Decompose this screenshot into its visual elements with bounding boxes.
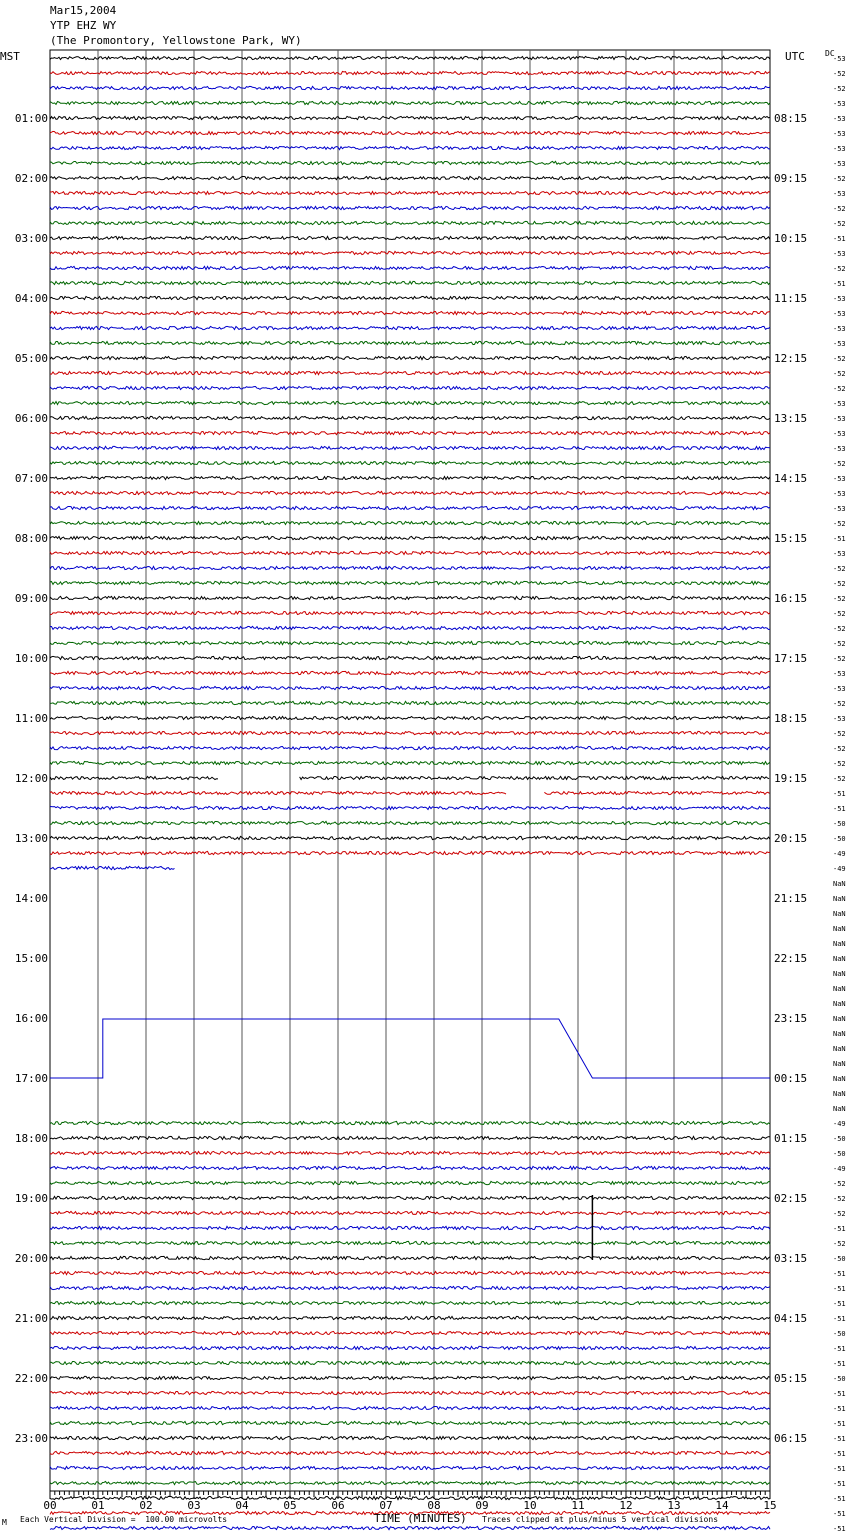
dc-offset-label: -51 xyxy=(833,1435,846,1443)
seismic-trace xyxy=(50,1301,770,1304)
seismic-trace xyxy=(50,851,770,854)
seismic-trace xyxy=(50,371,770,374)
dc-offset-label: NaN xyxy=(833,910,846,918)
seismic-trace xyxy=(50,1346,770,1349)
seismic-trace xyxy=(50,71,770,74)
dc-offset-label: -49 xyxy=(833,1165,846,1173)
dc-offset-label: -52 xyxy=(833,370,846,378)
mst-hour-label: 15:00 xyxy=(14,952,48,965)
seismic-trace xyxy=(50,746,770,749)
dc-offset-label: -53 xyxy=(833,145,846,153)
mst-hour-label: 14:00 xyxy=(14,892,48,905)
seismic-trace xyxy=(50,1436,770,1439)
dc-offset-label: -52 xyxy=(833,70,846,78)
seismic-trace xyxy=(50,1451,770,1454)
location-label: (The Promontory, Yellowstone Park, WY) xyxy=(50,34,302,47)
dc-offset-label: -53 xyxy=(833,340,846,348)
utc-hour-label: 18:15 xyxy=(774,712,808,725)
seismic-trace xyxy=(50,446,770,449)
mst-hour-label: 02:00 xyxy=(14,172,48,185)
dc-offset-label: -52 xyxy=(833,610,846,618)
dc-offset-label: -51 xyxy=(833,1450,846,1458)
dc-offset-label: NaN xyxy=(833,955,846,963)
mst-hour-label: 20:00 xyxy=(14,1252,48,1265)
dc-offset-label: -52 xyxy=(833,655,846,663)
dc-offset-label: -51 xyxy=(833,1495,846,1503)
utc-hour-label: 08:15 xyxy=(774,112,808,125)
mst-hour-label: 06:00 xyxy=(14,412,48,425)
dc-offset-label: NaN xyxy=(833,1105,846,1113)
seismic-trace xyxy=(50,476,770,479)
dc-offset-label: -52 xyxy=(833,265,846,273)
dc-offset-label: -53 xyxy=(833,445,846,453)
seismic-trace xyxy=(50,131,770,134)
dc-offset-label: -52 xyxy=(833,385,846,393)
dc-offset-label: -52 xyxy=(833,1210,846,1218)
mst-hour-label: 10:00 xyxy=(14,652,48,665)
x-tick-label: 08 xyxy=(427,1499,441,1512)
seismic-trace xyxy=(50,1136,770,1139)
utc-hour-label: 19:15 xyxy=(774,772,808,785)
seismic-trace xyxy=(50,146,770,149)
dc-offset-label: -52 xyxy=(833,760,846,768)
dc-offset-label: NaN xyxy=(833,1090,846,1098)
dc-offset-label: -51 xyxy=(833,1420,846,1428)
x-tick-label: 00 xyxy=(43,1499,57,1512)
dc-offset-label: -53 xyxy=(833,430,846,438)
dc-offset-label: -53 xyxy=(833,670,846,678)
seismic-trace xyxy=(50,1526,770,1529)
dc-offset-label: -53 xyxy=(833,160,846,168)
seismic-trace xyxy=(50,596,770,599)
dc-offset-label: -53 xyxy=(833,490,846,498)
dc-offset-label: -50 xyxy=(833,1150,846,1158)
dc-offset-label: -50 xyxy=(833,1135,846,1143)
seismic-trace xyxy=(50,521,770,524)
mst-hour-label: 23:00 xyxy=(14,1432,48,1445)
dc-offset-label: -53 xyxy=(833,325,846,333)
seismic-trace xyxy=(50,1466,770,1469)
dc-offset-label: -49 xyxy=(833,850,846,858)
x-axis-title: TIME (MINUTES) xyxy=(374,1512,467,1525)
x-tick-label: 13 xyxy=(667,1499,681,1512)
scale-note: Each Vertical Division = 100.00 microvolts xyxy=(20,1515,228,1524)
mst-hour-label: 11:00 xyxy=(14,712,48,725)
utc-hour-label: 11:15 xyxy=(774,292,808,305)
dc-offset-label: -51 xyxy=(833,1405,846,1413)
seismic-trace xyxy=(50,161,770,164)
x-tick-label: 03 xyxy=(187,1499,201,1512)
seismic-trace xyxy=(50,1196,770,1199)
dc-offset-label: -51 xyxy=(833,1510,846,1518)
mst-hour-label: 01:00 xyxy=(14,112,48,125)
seismic-trace xyxy=(50,806,770,809)
dc-offset-label: -53 xyxy=(833,310,846,318)
seismic-trace xyxy=(50,416,770,419)
dc-offset-label: -53 xyxy=(833,685,846,693)
seismic-trace xyxy=(50,641,770,644)
corner-mark: M xyxy=(2,1518,7,1527)
seismic-trace xyxy=(50,1361,770,1364)
utc-hour-label: 06:15 xyxy=(774,1432,808,1445)
dc-offset-label: -53 xyxy=(833,250,846,258)
x-tick-label: 04 xyxy=(235,1499,249,1512)
x-tick-label: 11 xyxy=(571,1499,585,1512)
dc-offset-label: -53 xyxy=(833,295,846,303)
dc-offset-label: -52 xyxy=(833,700,846,708)
seismic-trace xyxy=(50,236,770,239)
utc-hour-label: 23:15 xyxy=(774,1012,808,1025)
seismic-trace xyxy=(50,731,770,734)
dc-offset-label: -52 xyxy=(833,565,846,573)
dc-offset-label: -53 xyxy=(833,100,846,108)
seismic-trace xyxy=(50,251,770,254)
utc-hour-label: 09:15 xyxy=(774,172,808,185)
seismic-trace xyxy=(50,386,770,389)
mst-hour-label: 21:00 xyxy=(14,1312,48,1325)
seismic-trace xyxy=(50,1391,770,1394)
dc-offset-label: NaN xyxy=(833,1000,846,1008)
dc-offset-label: NaN xyxy=(833,1045,846,1053)
dc-offset-label: -52 xyxy=(833,1195,846,1203)
clip-note: Traces clipped at plus/minus 5 vertical divisions xyxy=(482,1515,719,1524)
seismic-trace xyxy=(50,491,770,494)
seismic-trace xyxy=(50,191,770,194)
dc-offset-label: NaN xyxy=(833,1030,846,1038)
seismic-trace xyxy=(50,791,506,794)
dc-offset-label: -49 xyxy=(833,1120,846,1128)
dc-offset-label: -51 xyxy=(833,1270,846,1278)
seismic-trace xyxy=(50,1166,770,1169)
seismic-trace xyxy=(50,716,770,719)
x-tick-label: 01 xyxy=(91,1499,105,1512)
seismic-trace xyxy=(50,1286,770,1289)
x-tick-label: 06 xyxy=(331,1499,345,1512)
dc-offset-label: -53 xyxy=(833,415,846,423)
seismic-trace xyxy=(50,401,770,404)
mst-hour-label: 22:00 xyxy=(14,1372,48,1385)
utc-axis-label: UTC xyxy=(785,50,805,63)
seismic-trace xyxy=(50,461,770,464)
dc-offset-label: -52 xyxy=(833,625,846,633)
station-label: YTP EHZ WY xyxy=(50,19,117,32)
mst-hour-label: 05:00 xyxy=(14,352,48,365)
seismic-trace xyxy=(50,116,770,119)
seismic-trace xyxy=(50,626,770,629)
utc-hour-label: 15:15 xyxy=(774,532,808,545)
utc-hour-label: 21:15 xyxy=(774,892,808,905)
dc-offset-label: -51 xyxy=(833,535,846,543)
dc-offset-label: -53 xyxy=(833,475,846,483)
seismic-trace xyxy=(50,836,770,839)
dc-offset-label: -51 xyxy=(833,280,846,288)
seismic-trace xyxy=(50,1406,770,1409)
seismic-trace xyxy=(50,1421,770,1424)
dc-offset-label: NaN xyxy=(833,895,846,903)
seismic-trace xyxy=(50,341,770,344)
seismic-trace xyxy=(50,1481,770,1484)
dc-offset-label: NaN xyxy=(833,1060,846,1068)
dc-offset-label: -53 xyxy=(833,190,846,198)
seismic-trace xyxy=(50,671,770,674)
dc-offset-label: -52 xyxy=(833,580,846,588)
seismic-trace xyxy=(50,1331,770,1334)
seismic-trace xyxy=(50,431,770,434)
seismic-trace xyxy=(50,777,218,780)
seismic-trace xyxy=(50,1376,770,1379)
x-tick-label: 09 xyxy=(475,1499,489,1512)
level-shift-trace xyxy=(50,1019,770,1078)
dc-offset-label: -50 xyxy=(833,820,846,828)
utc-hour-label: 01:15 xyxy=(774,1132,808,1145)
mst-axis-label: MST xyxy=(0,50,20,63)
dc-offset-label: -53 xyxy=(833,55,846,63)
seismic-trace xyxy=(50,686,770,689)
seismic-trace xyxy=(50,611,770,614)
dc-offset-label: NaN xyxy=(833,880,846,888)
utc-hour-label: 03:15 xyxy=(774,1252,808,1265)
dc-offset-label: -52 xyxy=(833,1180,846,1188)
dc-offset-label: -50 xyxy=(833,835,846,843)
dc-offset-label: -51 xyxy=(833,1300,846,1308)
utc-hour-label: 13:15 xyxy=(774,412,808,425)
utc-hour-label: 14:15 xyxy=(774,472,808,485)
mst-hour-label: 12:00 xyxy=(14,772,48,785)
dc-offset-label: -51 xyxy=(833,1345,846,1353)
utc-hour-label: 17:15 xyxy=(774,652,808,665)
dc-offset-label: -53 xyxy=(833,130,846,138)
seismic-trace xyxy=(50,1316,770,1319)
dc-offset-label: -50 xyxy=(833,1375,846,1383)
mst-hour-label: 17:00 xyxy=(14,1072,48,1085)
utc-hour-label: 12:15 xyxy=(774,352,808,365)
seismic-trace xyxy=(50,821,770,824)
seismic-trace xyxy=(50,221,770,224)
dc-label: DC xyxy=(825,49,835,58)
mst-hour-label: 08:00 xyxy=(14,532,48,545)
dc-offset-label: -53 xyxy=(833,505,846,513)
x-tick-label: 02 xyxy=(139,1499,153,1512)
dc-offset-label: -52 xyxy=(833,355,846,363)
seismic-trace xyxy=(50,1121,770,1124)
dc-offset-label: -52 xyxy=(833,1240,846,1248)
seismic-trace xyxy=(50,656,770,659)
seismic-trace xyxy=(50,296,770,299)
dc-offset-label: NaN xyxy=(833,1075,846,1083)
seismic-trace xyxy=(50,356,770,359)
utc-hour-label: 04:15 xyxy=(774,1312,808,1325)
dc-offset-label: NaN xyxy=(833,970,846,978)
dc-offset-label: -51 xyxy=(833,1525,846,1533)
dc-offset-label: -52 xyxy=(833,205,846,213)
seismic-trace xyxy=(50,551,770,554)
dc-offset-label: -51 xyxy=(833,1390,846,1398)
dc-offset-label: -52 xyxy=(833,730,846,738)
dc-offset-label: -52 xyxy=(833,775,846,783)
x-tick-label: 15 xyxy=(763,1499,777,1512)
dc-offset-label: -50 xyxy=(833,1255,846,1263)
dc-offset-label: -51 xyxy=(833,1360,846,1368)
seismic-trace xyxy=(50,281,770,284)
seismic-trace xyxy=(50,761,770,764)
dc-offset-label: NaN xyxy=(833,940,846,948)
mst-hour-label: 13:00 xyxy=(14,832,48,845)
mst-hour-label: 04:00 xyxy=(14,292,48,305)
x-tick-label: 12 xyxy=(619,1499,633,1512)
utc-hour-label: 00:15 xyxy=(774,1072,808,1085)
dc-offset-label: NaN xyxy=(833,985,846,993)
dc-offset-label: -53 xyxy=(833,715,846,723)
dc-offset-label: -51 xyxy=(833,235,846,243)
dc-offset-label: -51 xyxy=(833,805,846,813)
seismic-trace xyxy=(50,101,770,104)
dc-offset-label: -53 xyxy=(833,550,846,558)
seismic-trace xyxy=(50,581,770,584)
seismic-trace xyxy=(50,1151,770,1154)
seismic-trace xyxy=(50,1181,770,1184)
seismic-trace xyxy=(50,1241,770,1244)
x-tick-label: 10 xyxy=(523,1499,537,1512)
seismic-trace xyxy=(50,536,770,539)
utc-hour-label: 22:15 xyxy=(774,952,808,965)
utc-hour-label: 02:15 xyxy=(774,1192,808,1205)
seismic-trace xyxy=(50,56,770,59)
x-tick-label: 14 xyxy=(715,1499,729,1512)
seismic-trace xyxy=(50,86,770,89)
seismic-trace xyxy=(50,1211,770,1214)
dc-offset-label: -52 xyxy=(833,85,846,93)
seismic-trace xyxy=(50,311,770,314)
dc-offset-label: -52 xyxy=(833,745,846,753)
dc-offset-label: -52 xyxy=(833,595,846,603)
utc-hour-label: 10:15 xyxy=(774,232,808,245)
dc-offset-label: -51 xyxy=(833,1315,846,1323)
dc-offset-label: -51 xyxy=(833,1285,846,1293)
date-label: Mar15,2004 xyxy=(50,4,117,17)
dc-offset-label: -51 xyxy=(833,1465,846,1473)
seismic-trace xyxy=(50,566,770,569)
dc-offset-label: -52 xyxy=(833,460,846,468)
seismic-trace xyxy=(50,1256,770,1259)
dc-offset-label: -51 xyxy=(833,1225,846,1233)
dc-offset-label: -51 xyxy=(833,790,846,798)
dc-offset-label: -51 xyxy=(833,1480,846,1488)
mst-hour-label: 18:00 xyxy=(14,1132,48,1145)
seismic-trace xyxy=(50,326,770,329)
dc-offset-label: NaN xyxy=(833,1015,846,1023)
dc-offset-label: -53 xyxy=(833,400,846,408)
mst-hour-label: 19:00 xyxy=(14,1192,48,1205)
seismic-trace xyxy=(50,866,175,869)
x-tick-label: 07 xyxy=(379,1499,393,1512)
mst-hour-label: 03:00 xyxy=(14,232,48,245)
seismic-trace xyxy=(50,506,770,509)
dc-offset-label: -52 xyxy=(833,640,846,648)
utc-hour-label: 05:15 xyxy=(774,1372,808,1385)
dc-offset-label: -49 xyxy=(833,865,846,873)
mst-hour-label: 07:00 xyxy=(14,472,48,485)
utc-hour-label: 20:15 xyxy=(774,832,808,845)
dc-offset-label: -52 xyxy=(833,520,846,528)
dc-offset-label: -50 xyxy=(833,1330,846,1338)
seismic-trace xyxy=(50,176,770,179)
dc-offset-label: NaN xyxy=(833,925,846,933)
seismic-trace xyxy=(50,206,770,209)
dc-offset-label: -52 xyxy=(833,175,846,183)
seismic-trace xyxy=(50,1271,770,1274)
seismic-trace xyxy=(50,1226,770,1229)
seismic-trace xyxy=(300,776,769,779)
dc-offset-label: -52 xyxy=(833,220,846,228)
mst-hour-label: 16:00 xyxy=(14,1012,48,1025)
utc-hour-label: 16:15 xyxy=(774,592,808,605)
seismic-trace xyxy=(50,701,770,704)
x-tick-label: 05 xyxy=(283,1499,297,1512)
mst-hour-label: 09:00 xyxy=(14,592,48,605)
dc-offset-label: -53 xyxy=(833,115,846,123)
seismic-trace xyxy=(50,266,770,269)
